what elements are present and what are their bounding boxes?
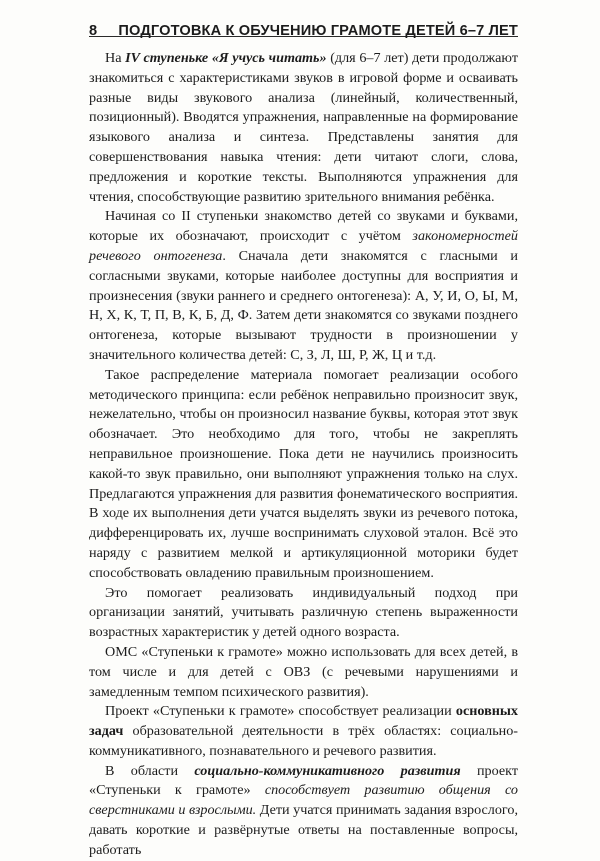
text-run-italic: способствует развитию общения со сверстниками и взрослыми. (89, 782, 518, 819)
text-run-bold: основных задач (89, 703, 518, 740)
text-run: Дети учатся принимать задания взрослого, давать короткие и развёрнутые ответы на поставленные вопросы, работать (89, 802, 518, 858)
text-run: (для 6–7 лет) дети продолжают знакомиться с характеристиками звуков в игровой форме и осваивать разные виды звукового анализа (линейный, количественный, позиционный). Вводятся упражнения, направленные на формирование языкового анализа и синтеза. Представлены занятия для совершенствования навыка чтения: дети читают слоги, слова, предложения и короткие тексты. Выполняются упражнения для чтения, способствующие развитию зрительного внимания ребёнка. (89, 50, 518, 205)
text-run: образовательной деятельности в трёх областях: социально-коммуникативного, познавательного и речевого развития. (89, 723, 518, 759)
paragraph (89, 643, 518, 702)
paragraph (89, 702, 518, 761)
text-run: Начиная со II ступеньки знакомство детей со звуками и буквами, которые их обозначают, происходит с учётом (89, 208, 518, 245)
paragraph (89, 762, 518, 861)
text-run: . Сначала дети знакомятся с гласными и согласными звуками, которые наиболее доступны для восприятия и произнесения (звуки раннего и среднего онтогенеза): А, У, И, О, Ы, М, Н, Х, К, Т, П, В, К, Б, Д, Ф. Затем дети знакомятся со звуками позднего онтогенеза, которые вызывают трудности в произношении у значительного количества детей: С, З, Л, Ш, Р, Ж, Ц и т.д. (89, 247, 518, 363)
paragraph (89, 584, 518, 643)
text-run: проект «Ступеньки к грамоте» (89, 762, 518, 799)
paragraph (89, 207, 518, 365)
text-run-italic: закономерностей речевого онтогенеза (89, 228, 518, 264)
text-run: Это помогает реализовать индивидуальный подход при организации занятий, учитывать различную степень выраженности возрастных характеристик у детей одного возраста. (89, 584, 518, 641)
text-run: ОМС «Ступеньки к грамоте» можно использовать для всех детей, в том числе и для детей с ОВЗ (с речевыми нарушениями и замедленным темпом психического развития). (89, 643, 518, 700)
text-run: Проект «Ступеньки к грамоте» способствует реализации (105, 703, 456, 720)
text-run-bold-italic: социально-коммуникативного развития (194, 762, 461, 779)
paragraph (89, 49, 518, 207)
text-run: На (105, 50, 126, 66)
page-number: 8 (89, 23, 98, 39)
running-header (89, 0, 518, 37)
text-run: Такое распределение материала помогает реализации особого методического принципа: если ребёнок неправильно произносит звук, нежелательно, чтобы он произносил название буквы, которая этот звук обозначает. Это необходимо для того, чтобы не закреплять неправильное произношение. Пока дети не научились произносить какой-то звук правильно, они выполняют упражнения только на слух. Предлагаются упражнения для развития фонематического восприятия. В ходе их выполнения дети учатся выделять звуки из речевого потока, дифференцировать их, лучше воспринимать слуховой эталон. Всё это наряду с развитием мелкой и артикуляционной моторики будет способствовать овладению правильным произношением. (89, 366, 518, 581)
paragraph (89, 366, 518, 584)
running-title: ПОДГОТОВКА К ОБУЧЕНИЮ ГРАМОТЕ ДЕТЕЙ 6–7 ЛЕТ (118, 23, 518, 39)
text-run-bold-italic: IV ступеньке «Я учусь читать» (125, 50, 327, 66)
body-text (89, 37, 518, 861)
text-run: В области (105, 762, 195, 779)
